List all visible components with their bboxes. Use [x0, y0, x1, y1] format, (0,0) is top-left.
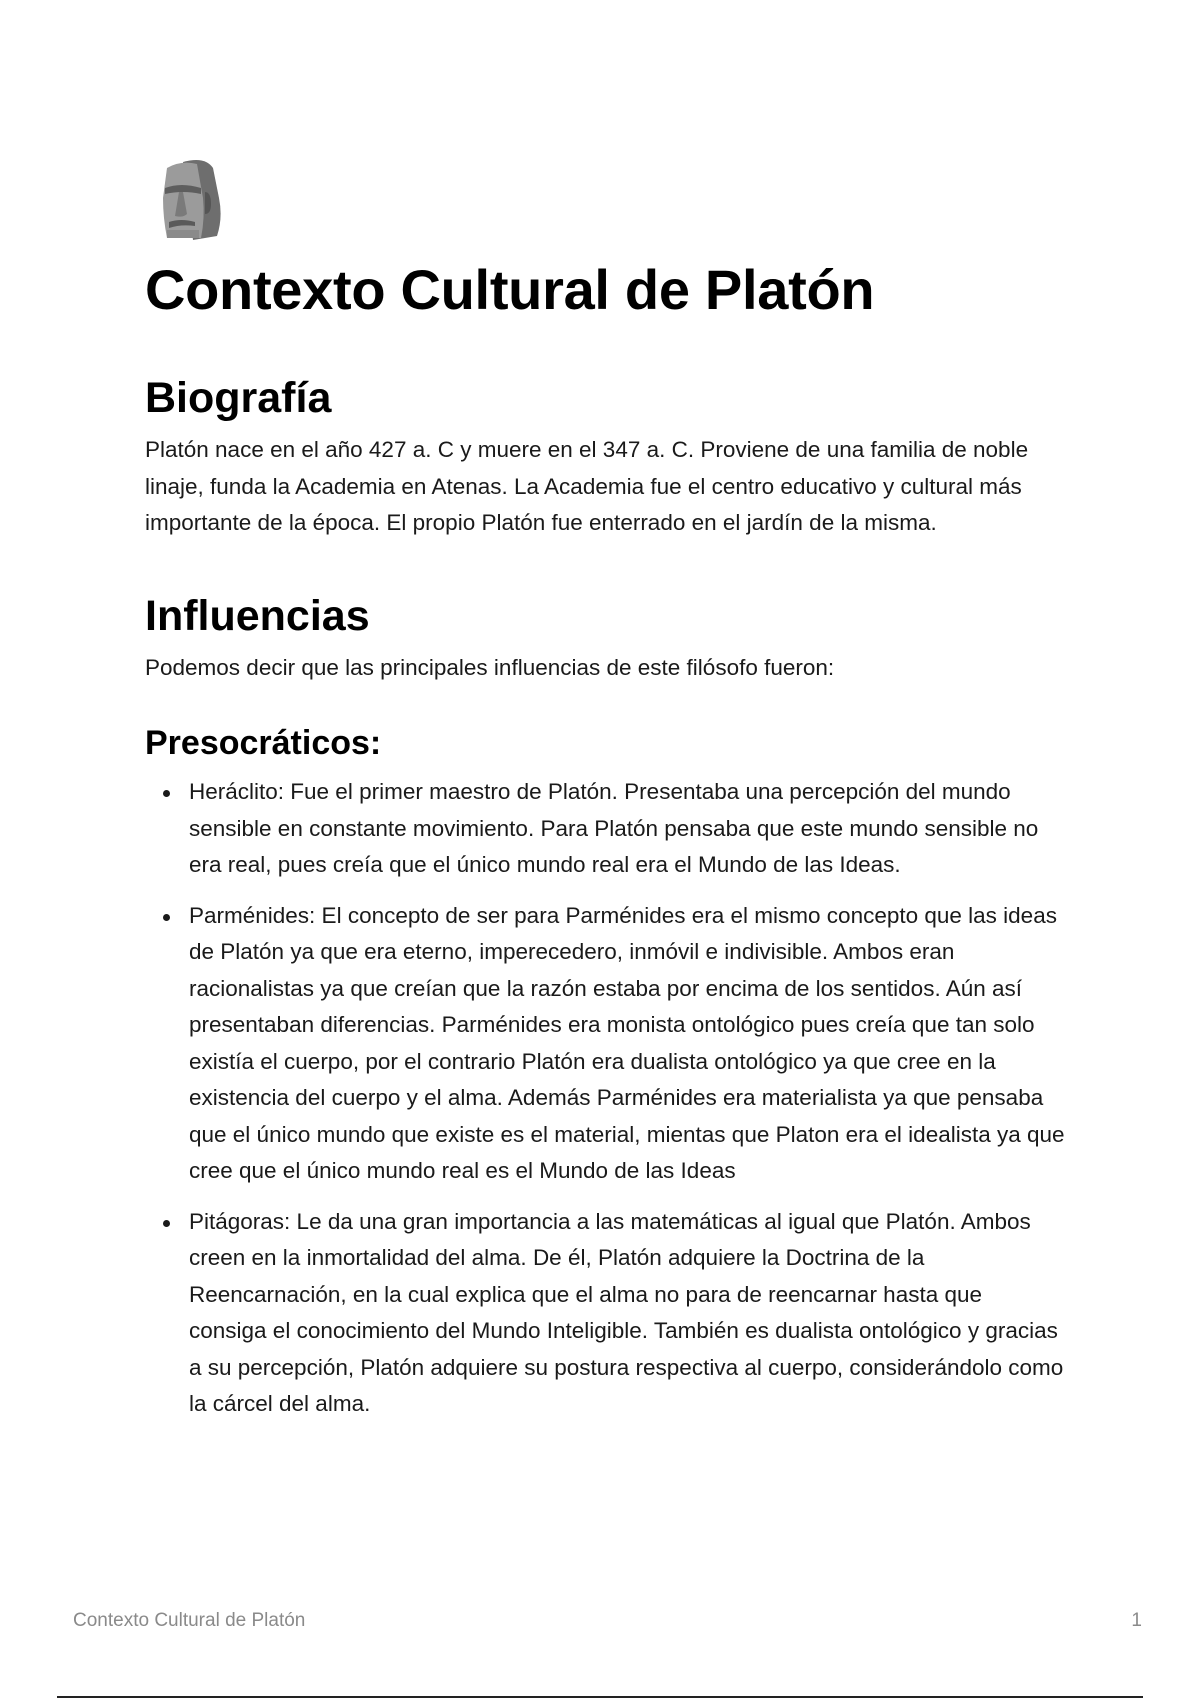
- bullet-icon: [163, 1220, 170, 1227]
- page-footer: [73, 1610, 1142, 1632]
- footer-title: Contexto Cultural de Platón: [73, 1610, 306, 1631]
- section-heading-influencias: Influencias: [145, 591, 370, 640]
- list-item: [145, 774, 1065, 884]
- list-item: [145, 1204, 1065, 1423]
- influencias-paragraph: Podemos decir que las principales influencias de este filósofo fueron:: [145, 654, 835, 680]
- list-item-text: Heráclito: Fue el primer maestro de Platón. Presentaba una percepción del mundo sensible en constante movimiento. Para Platón pensaba que este mundo sensible no era real, pues creía que el único mundo real era el Mundo de las Ideas.: [189, 779, 1039, 877]
- list-item: [145, 898, 1065, 1190]
- presocraticos-list: [145, 774, 1065, 1423]
- document-content: [145, 158, 1065, 1437]
- biografia-paragraph: Platón nace en el año 427 a. C y muere en el 347 a. C. Proviene de una familia de noble linaje, funda la Academia en Atenas. La Academia fue el centro educativo y cultural más importante de la época. El propio Platón fue enterrado en el jardín de la misma.: [145, 437, 1029, 535]
- moai-icon: [153, 158, 227, 242]
- page-number: 1: [1131, 1610, 1142, 1631]
- page-title: Contexto Cultural de Platón: [145, 258, 875, 321]
- bullet-icon: [163, 914, 170, 921]
- subsection-heading-presocraticos: Presocráticos:: [145, 724, 382, 762]
- section-heading-biografia: Biografía: [145, 374, 332, 422]
- bullet-icon: [163, 790, 170, 797]
- page-divider: [57, 1696, 1143, 1698]
- list-item-text: Parménides: El concepto de ser para Parménides era el mismo concepto que las ideas de Platón ya que era eterno, imperecedero, inmóvil e indivisible. Ambos eran racionalistas ya que creían que la razón estaba por encima de los sentidos. Aún así presentaban diferencias. Parménides era monista ontológico pues creía que tan solo existía el cuerpo, por el contrario Platón era dualista ontológico ya que cree en la existencia del cuerpo y el alma. Además Parménides era materialista ya que pensaba que el único mundo que existe es el material, mientas que Platon era el idealista ya que cree que el único mundo real es el Mundo de las Ideas: [189, 902, 1065, 1183]
- list-item-text: Pitágoras: Le da una gran importancia a las matemáticas al igual que Platón. Ambos creen en la inmortalidad del alma. De él, Platón adquiere la Doctrina de la Reencarnación, en la cual explica que el alma no para de reencarnar hasta que consiga el conocimiento del Mundo Inteligible. También es dualista ontológico y gracias a su percepción, Platón adquiere su postura respectiva al cuerpo, considerándolo como la cárcel del alma.: [189, 1208, 1064, 1416]
